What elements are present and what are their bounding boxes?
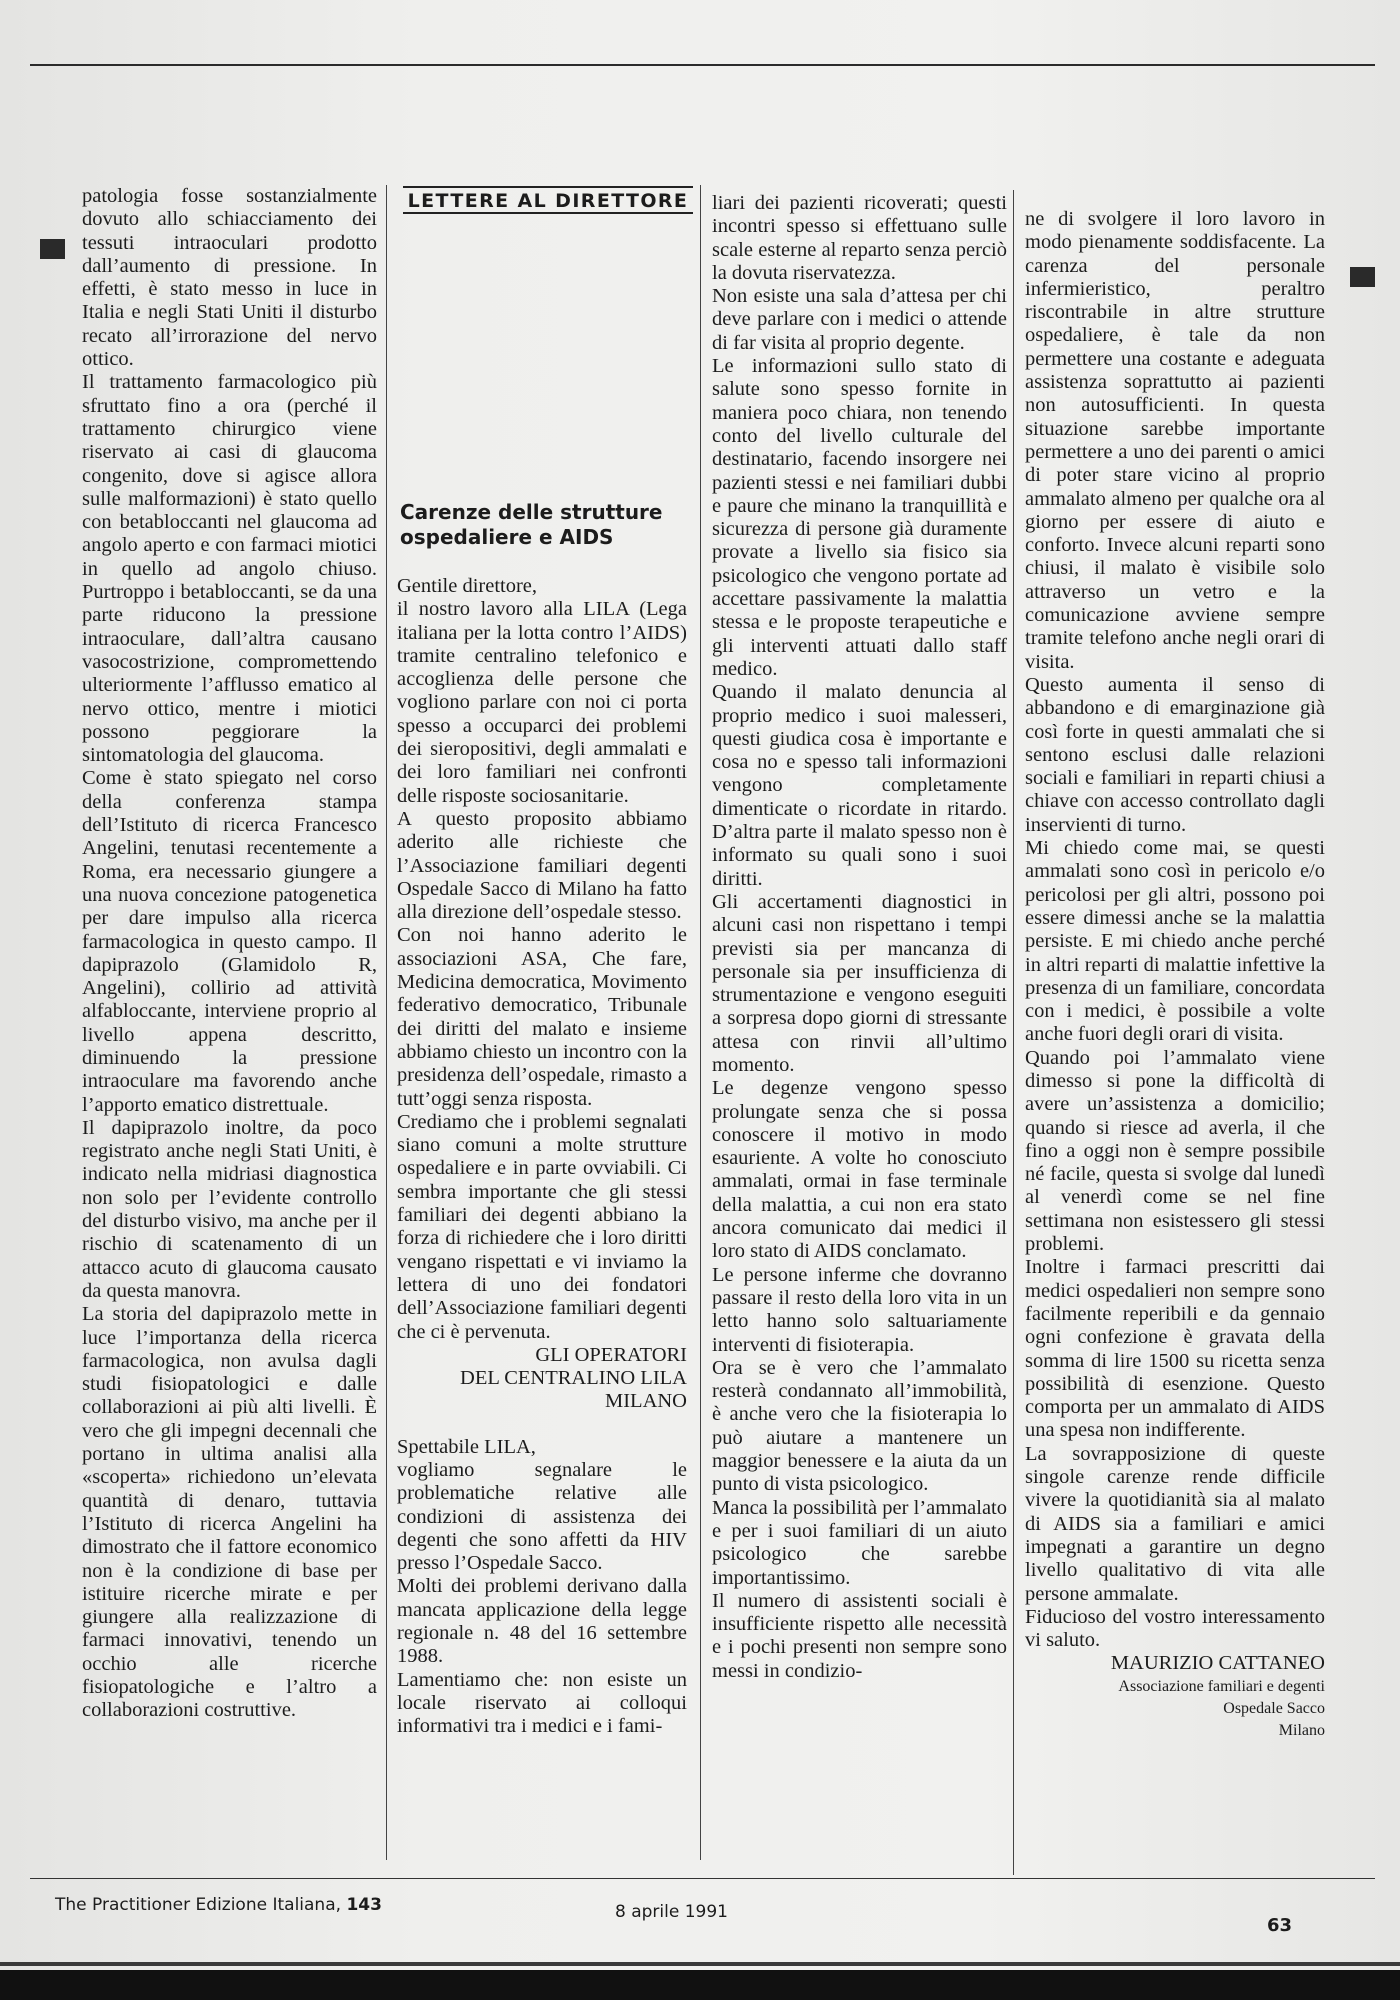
paragraph: Le persone inferme che dovranno passare il resto della loro vita in un letto hanno solo saltuariamente interventi di fisioterapia. — [712, 1263, 1007, 1356]
paragraph: Le informazioni sullo stato di salute sono spesso fornite in maniera poco chiara, non tenendo conto del livello culturale del destinatario, facendo insorgere nei pazienti stessi e nei familiari dubbi e paure che minano la tranquillità e sicurezza di persone già duramente provate a livello sia fisico sia psicologico che vengono portate ad accettare passivamente la malattia stessa e le proposte terapeutiche e gli interventi attuati dallo staff medico. — [712, 355, 1007, 680]
paragraph: Crediamo che i problemi segnalati siano comuni a molte strutture ospedaliere e in parte ovviabili. Ci sembra importante che gli stessi familiari dei degenti abbiano la forza di richiedere che i loro diritti vengano rispettati e vi inviamo la lettera di uno dei fondatori dell’Associazione familiari degenti che ci è pervenuta. — [397, 1110, 687, 1343]
paragraph: Fiducioso del vostro interessamento vi saluto. — [1025, 1605, 1325, 1652]
column-divider — [700, 185, 701, 1860]
signature-line: Associazione familiari e degenti — [1118, 1677, 1325, 1695]
column-1 — [82, 185, 377, 1723]
letter-signature — [1025, 1652, 1325, 1741]
paragraph: Gli accertamenti diagnostici in alcuni casi non rispettano i tempi previsti sia per mancanza di personale sia per insufficienza di strumentazione e vengono eseguiti a sorpresa dopo giorni di stressante attesa con rinvii all’ultimo momento. — [712, 890, 1007, 1076]
footer-rule — [30, 1878, 1375, 1879]
paragraph: liari dei pazienti ricoverati; questi incontri spesso si effettuano sulle scale esterne al reparto senza perciò la dovuta riservatezza. — [712, 192, 1007, 284]
scan-edge — [0, 1970, 1400, 2000]
publication-name: The Practitioner Edizione Italiana, — [55, 1895, 342, 1915]
issue-number: 143 — [346, 1895, 382, 1915]
paragraph: Quando poi l’ammalato viene dimesso si pone la difficoltà di avere un’assistenza a domicilio; quando si riesce ad averla, il che fino a oggi non è sempre possibile né facile, questa si svolge dal lunedì al venerdì come se nel fine settimana non esistessero gli stessi problemi. — [1025, 1046, 1325, 1256]
paragraph: Le degenze vengono spesso prolungate senza che si possa conoscere il motivo in modo esauriente. A volte ho conosciuto ammalati, ormai in fase terminale della malattia, a cui non era stato ancora comunicato dai medici il loro stato di AIDS conclamato. — [712, 1077, 1007, 1263]
signature-line: MILANO — [605, 1390, 687, 1413]
paragraph: Quando il malato denuncia al proprio medico i suoi malesseri, questi giudica cosa è importante e cosa no e spesso tali informazioni vengono completamente dimenticate o ricordate in ritardo. D’altra parte il malato spesso non è informato su quali sono i suoi diritti. — [712, 681, 1007, 890]
section-heading: LETTERE AL DIRETTORE — [403, 186, 693, 214]
paragraph: Inoltre i farmaci prescritti dai medici ospedalieri non sempre sono facilmente reperibili e da gennaio ogni confezione è gravata della somma di lire 1500 su ricetta senza possibilità di esenzione. Questo comporta per un ammalato di AIDS una spesa non indifferente. — [1025, 1256, 1325, 1442]
paragraph: ne di svolgere il loro lavoro in modo pienamente soddisfacente. La carenza del personale infermieristico, peraltro riscontrabile in altre strutture ospedaliere, è tale da non permettere una costante e adeguata assistenza soprattutto ai pazienti non autosufficienti. In questa situazione sarebbe importante permettere a uno dei parenti o amici di poter stare vicino al proprio ammalato almeno per qualche ora al giorno per essere di aiuto e conforto. Invece alcuni reparti sono chiusi, il malato è visibile solo attraverso un vetro e la comunicazione avviene sempre tramite telefono anche negli orari di visita. — [1025, 208, 1325, 673]
paragraph: Il dapiprazolo inoltre, da poco registrato anche negli Stati Uniti, è indicato nella midriasi diagnostica non solo per l’evidente controllo del disturbo visivo, ma anche per il rischio di scatenamento di un attacco acuto di glaucoma causato da questa manovra. — [82, 1116, 377, 1302]
footer-publication — [55, 1895, 382, 1915]
paragraph: Come è stato spiegato nel corso della conferenza stampa dell’Istituto di ricerca Francesco Angelini, tenutasi recentemente a Roma, era necessario giungere a una nuova concezione patogenetica per dare impulso alla ricerca farmacologica in questo campo. Il dapiprazolo (Glamidolo R, Angelini), collirio ad attività alfabloccante, interviene proprio al livello appena descritto, diminuendo la pressione intraoculare ma favorendo anche l’apporto ematico distrettuale. — [82, 767, 377, 1116]
paragraph: La sovrapposizione di queste singole carenze rende difficile vivere la quotidianità sia al malato di AIDS sia a familiari e amici impegnati a garantire un degno livello qualitativo di vita alle persone ammalate. — [1025, 1442, 1325, 1605]
column-4 — [1025, 208, 1325, 1742]
paragraph: Ora se è vero che l’ammalato resterà condannato all’immobilità, è anche vero che la fisioterapia lo può aiutare a mantenere un maggior benessere e la aiuta da un punto di vista psicologico. — [712, 1356, 1007, 1496]
signature-line: GLI OPERATORI — [535, 1343, 687, 1366]
salutation: Gentile direttore, — [397, 575, 538, 597]
column-divider — [1013, 190, 1014, 1875]
color-bar-marker — [40, 239, 65, 259]
column-divider — [386, 185, 387, 1860]
paragraph: Mi chiedo come mai, se questi ammalati sono così in pericolo e/o pericolosi per gli altri, possono poi essere dimessi anche se la malattia persiste. E mi chiedo anche perché in altri reparti di malattie infettive la presenza di un familiare, concordata con i medici, è possibile a volte anche fuori degli orari di visita. — [1025, 837, 1325, 1046]
paragraph: Non esiste una sala d’attesa per chi deve parlare con i medici o attende di far visita al proprio degente. — [712, 285, 1007, 354]
paragraph: La storia del dapiprazolo mette in luce l’importanza della ricerca farmacologica, non avulsa dagli studi fisiopatologici e dalle collaborazioni ai più alti livelli. È vero che gli impegni decennali che portano in ultima analisi alla «scoperta» richiedono un’elevata quantità di denaro, tuttavia l’Istituto di ricerca Angelini ha dimostrato che il fattore economico non è la condizione di base per istituire ricerche mirate e per giungere alla realizzazione di farmaci innovativi, tenendo un occhio alle ricerche fisiopatologiche e l’altro a collaborazioni costruttive. — [82, 1303, 377, 1722]
paragraph: Questo aumenta il senso di abbandono e di emarginazione già così forte in questi ammalati che si sentono esclusi dalle relazioni sociali e familiari in reparti chiusi a chiave con accesso controllato dagli inservienti di turno. — [1025, 673, 1325, 836]
article-title: Carenze delle strutture ospedaliere e AIDS — [400, 500, 663, 549]
signature-line: DEL CENTRALINO LILA — [460, 1367, 687, 1390]
paragraph: il nostro lavoro alla LILA (Lega italiana per la lotta contro l’AIDS) tramite centralino telefonico e accoglienza delle persone che vogliono parlare con noi ci porta spesso a occuparci dei problemi dei sieropositivi, degli ammalati e dei loro familiari nei confronti delle risposte sociosanitarie. — [397, 598, 687, 807]
paragraph: Lamentiamo che: non esiste un locale riservato ai colloqui informativi tra i medici e i fami- — [397, 1668, 687, 1738]
paragraph: Il numero di assistenti sociali è insufficiente rispetto alle necessità e i pochi presenti non sempre sono messi in condizio- — [712, 1589, 1007, 1682]
top-rule — [30, 64, 1375, 66]
salutation: Spettabile LILA, — [397, 1435, 536, 1458]
paragraph: patologia fosse sostanzialmente dovuto allo schiacciamento dei tessuti intraoculari prodotto dall’aumento di pressione. In effetti, è stato messo in luce in Italia e negli Stati Uniti il disturbo recato all’irrorazione del nervo ottico. — [82, 185, 377, 371]
paragraph: Con noi hanno aderito le associazioni ASA, Che fare, Medicina democratica, Movimento federativo democratico, Tribunale dei diritti del malato e insieme abbiamo chiesto un incontro con la presidenza dell’ospedale, rimasto a tutt’oggi senza risposta. — [397, 924, 687, 1110]
footer-date: 8 aprile 1991 — [615, 1902, 728, 1922]
scan-edge — [0, 1962, 1400, 1966]
paragraph: Il trattamento farmacologico più sfruttato fino a ora (perché il trattamento chirurgico viene riservato ai casi di glaucoma congenito, dove si agisce allora sulle malformazioni) è stato quello con betabloccanti nel glaucoma ad angolo aperto e con farmaci miotici in quello ad angolo chiuso. Purtroppo i betabloccanti, se da una parte riducono la pressione intraoculare, dall’altra causano vasocostrizione, compromettendo ulteriormente l’afflusso ematico al nervo ottico, mentre i miotici possono peggiorare la sintomatologia del glaucoma. — [82, 371, 377, 767]
paragraph: Molti dei problemi derivano dalla mancata applicazione della legge regionale n. 48 del 16 settembre 1988. — [397, 1575, 687, 1668]
column-3 — [712, 192, 1007, 1683]
page-number: 63 — [1267, 1915, 1293, 1936]
signature-name: MAURIZIO CATTANEO — [1110, 1652, 1325, 1675]
signature-line: Milano — [1278, 1721, 1325, 1739]
paragraph: vogliamo segnalare le problematiche relative alle condizioni di assistenza dei degenti che sono affetti da HIV presso l’Ospedale Sacco. — [397, 1458, 687, 1575]
color-bar-marker — [1350, 267, 1375, 287]
signature-line: Ospedale Sacco — [1223, 1699, 1325, 1717]
paragraph: Manca la possibilità per l’ammalato e per i suoi familiari di un aiuto psicologico che sarebbe importantissimo. — [712, 1496, 1007, 1589]
letter-signature — [397, 1344, 687, 1414]
column-2 — [397, 575, 687, 1739]
paragraph: A questo proposito abbiamo aderito alle richieste che l’Associazione familiari degenti Ospedale Sacco di Milano ha fatto alla direzione dell’ospedale stesso. — [397, 807, 687, 924]
